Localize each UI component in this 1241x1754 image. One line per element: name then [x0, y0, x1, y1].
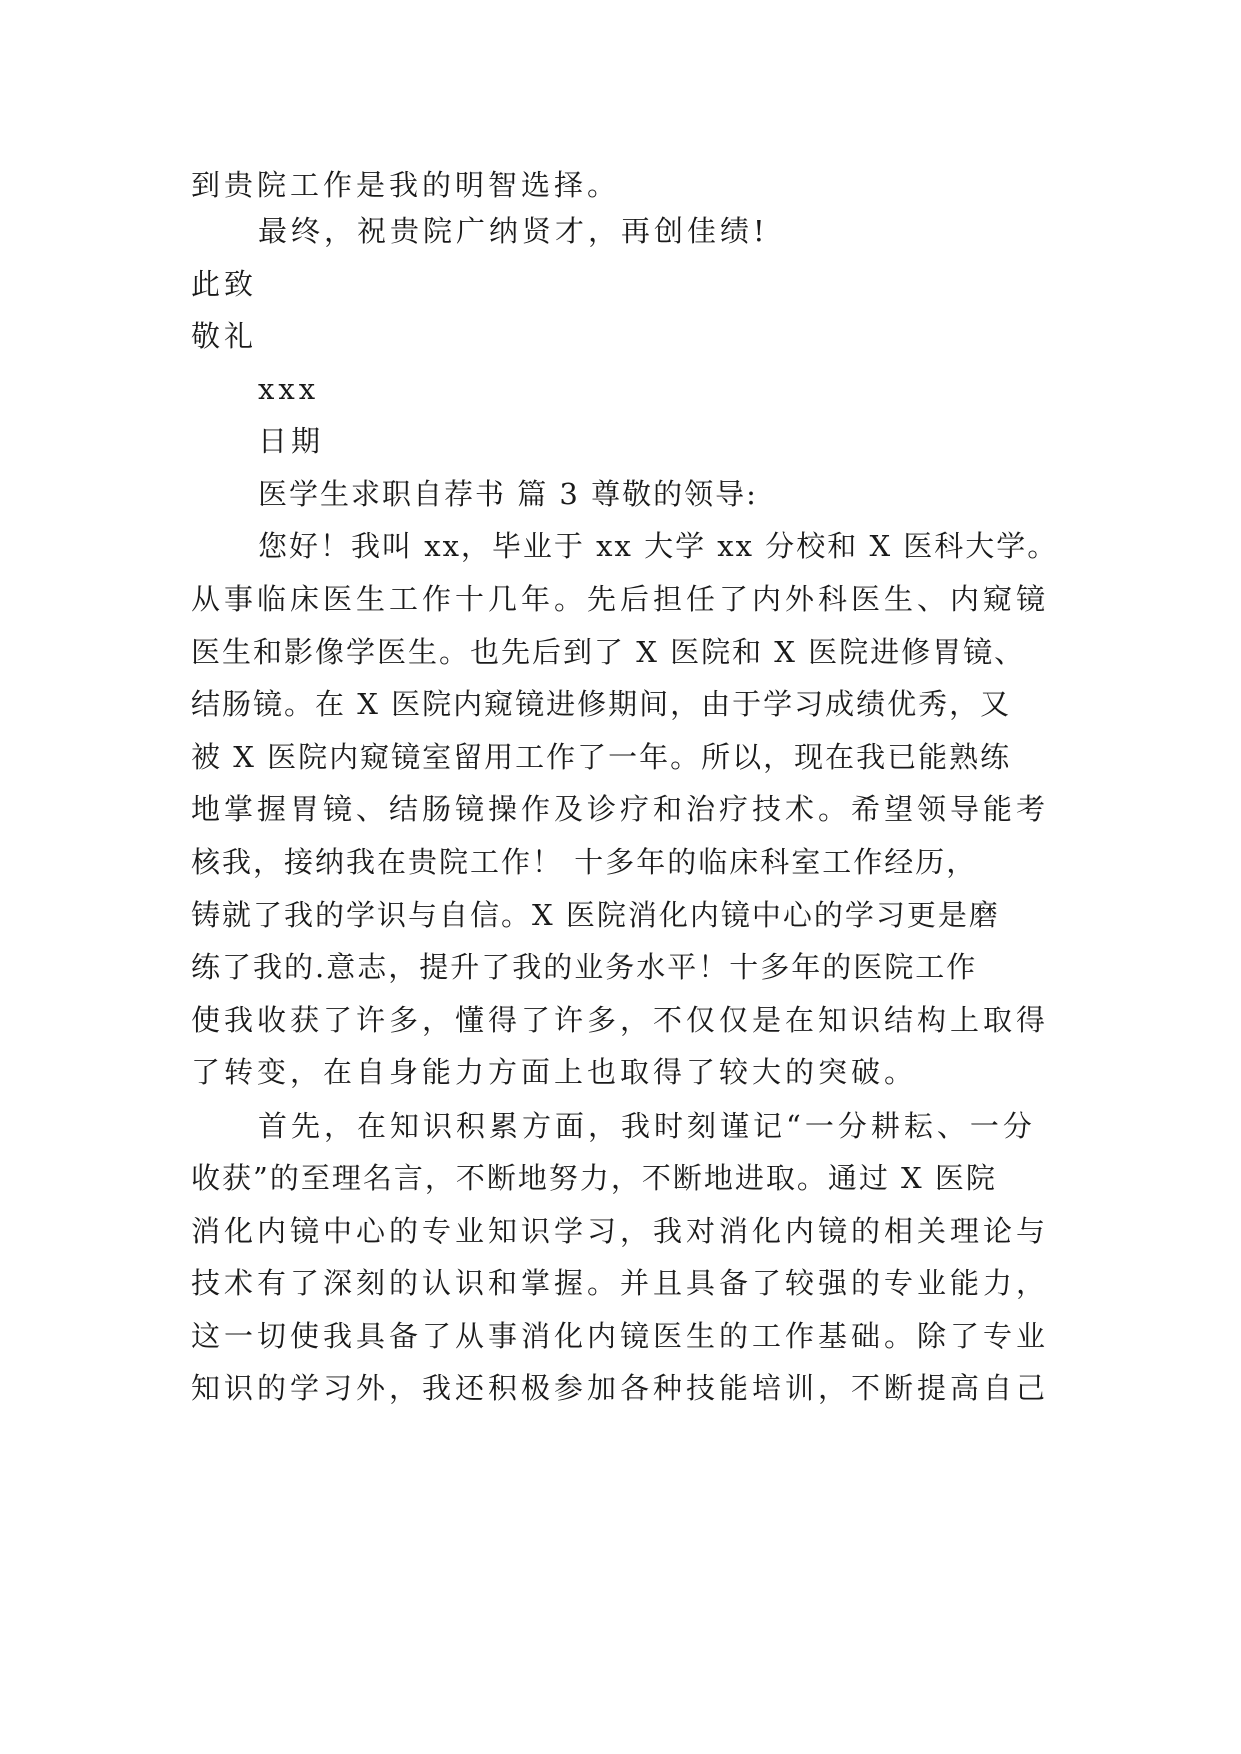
text-line: 消化内镜中心的专业知识学习，我对消化内镜的相关理论与	[191, 1214, 1050, 1248]
text-line: 这一切使我具备了从事消化内镜医生的工作基础。除了专业	[191, 1319, 1050, 1353]
salutation-regards: 敬礼	[191, 319, 258, 353]
text-line: 首先，在知识积累方面，我时刻谨记“一分耕耘、一分	[258, 1109, 1036, 1143]
text-line: 练了我的.意志，提升了我的业务水平！十多年的医院工作	[191, 950, 978, 984]
text-line: 铸就了我的学识与自信。X 医院消化内镜中心的学习更是磨	[191, 898, 1000, 932]
text-line: 知识的学习外，我还积极参加各种技能培训，不断提高自己	[191, 1371, 1050, 1405]
signature-name: xxx	[258, 372, 320, 406]
text-line: 从事临床医生工作十几年。先后担任了内外科医生、内窥镜	[191, 582, 1050, 616]
text-line: 到贵院工作是我的明智选择。	[191, 168, 621, 202]
signature-date: 日期	[258, 424, 325, 458]
text-line: 技术有了深刻的认识和掌握。并且具备了较强的专业能力，	[191, 1266, 1050, 1300]
text-line: 收获”的至理名言，不断地努力，不断地进取。通过 X 医院	[191, 1161, 997, 1195]
text-line: 医生和影像学医生。也先后到了 X 医院和 X 医院进修胃镜、	[191, 635, 1026, 669]
text-line: 核我，接纳我在贵院工作！ 十多年的临床科室工作经历，	[191, 845, 978, 879]
text-line: 使我收获了许多，懂得了许多，不仅仅是在知识结构上取得	[191, 1003, 1050, 1037]
section-heading: 医学生求职自荐书 篇 3 尊敬的领导:	[258, 477, 758, 511]
text-line: 结肠镜。在 X 医院内窥镜进修期间，由于学习成绩优秀，又	[191, 687, 1012, 721]
text-line: 最终，祝贵院广纳贤才，再创佳绩!	[258, 214, 769, 248]
text-line: 了转变，在自身能力方面上也取得了较大的突破。	[191, 1055, 918, 1089]
text-line: 地掌握胃镜、结肠镜操作及诊疗和治疗技术。希望领导能考	[191, 792, 1050, 826]
text-line: 被 X 医院内窥镜室留用工作了一年。所以，现在我已能熟练	[191, 740, 1012, 774]
salutation-closing: 此致	[191, 267, 258, 301]
text-line: 您好！我叫 xx，毕业于 xx 大学 xx 分校和 X 医科大学。	[258, 529, 1059, 563]
